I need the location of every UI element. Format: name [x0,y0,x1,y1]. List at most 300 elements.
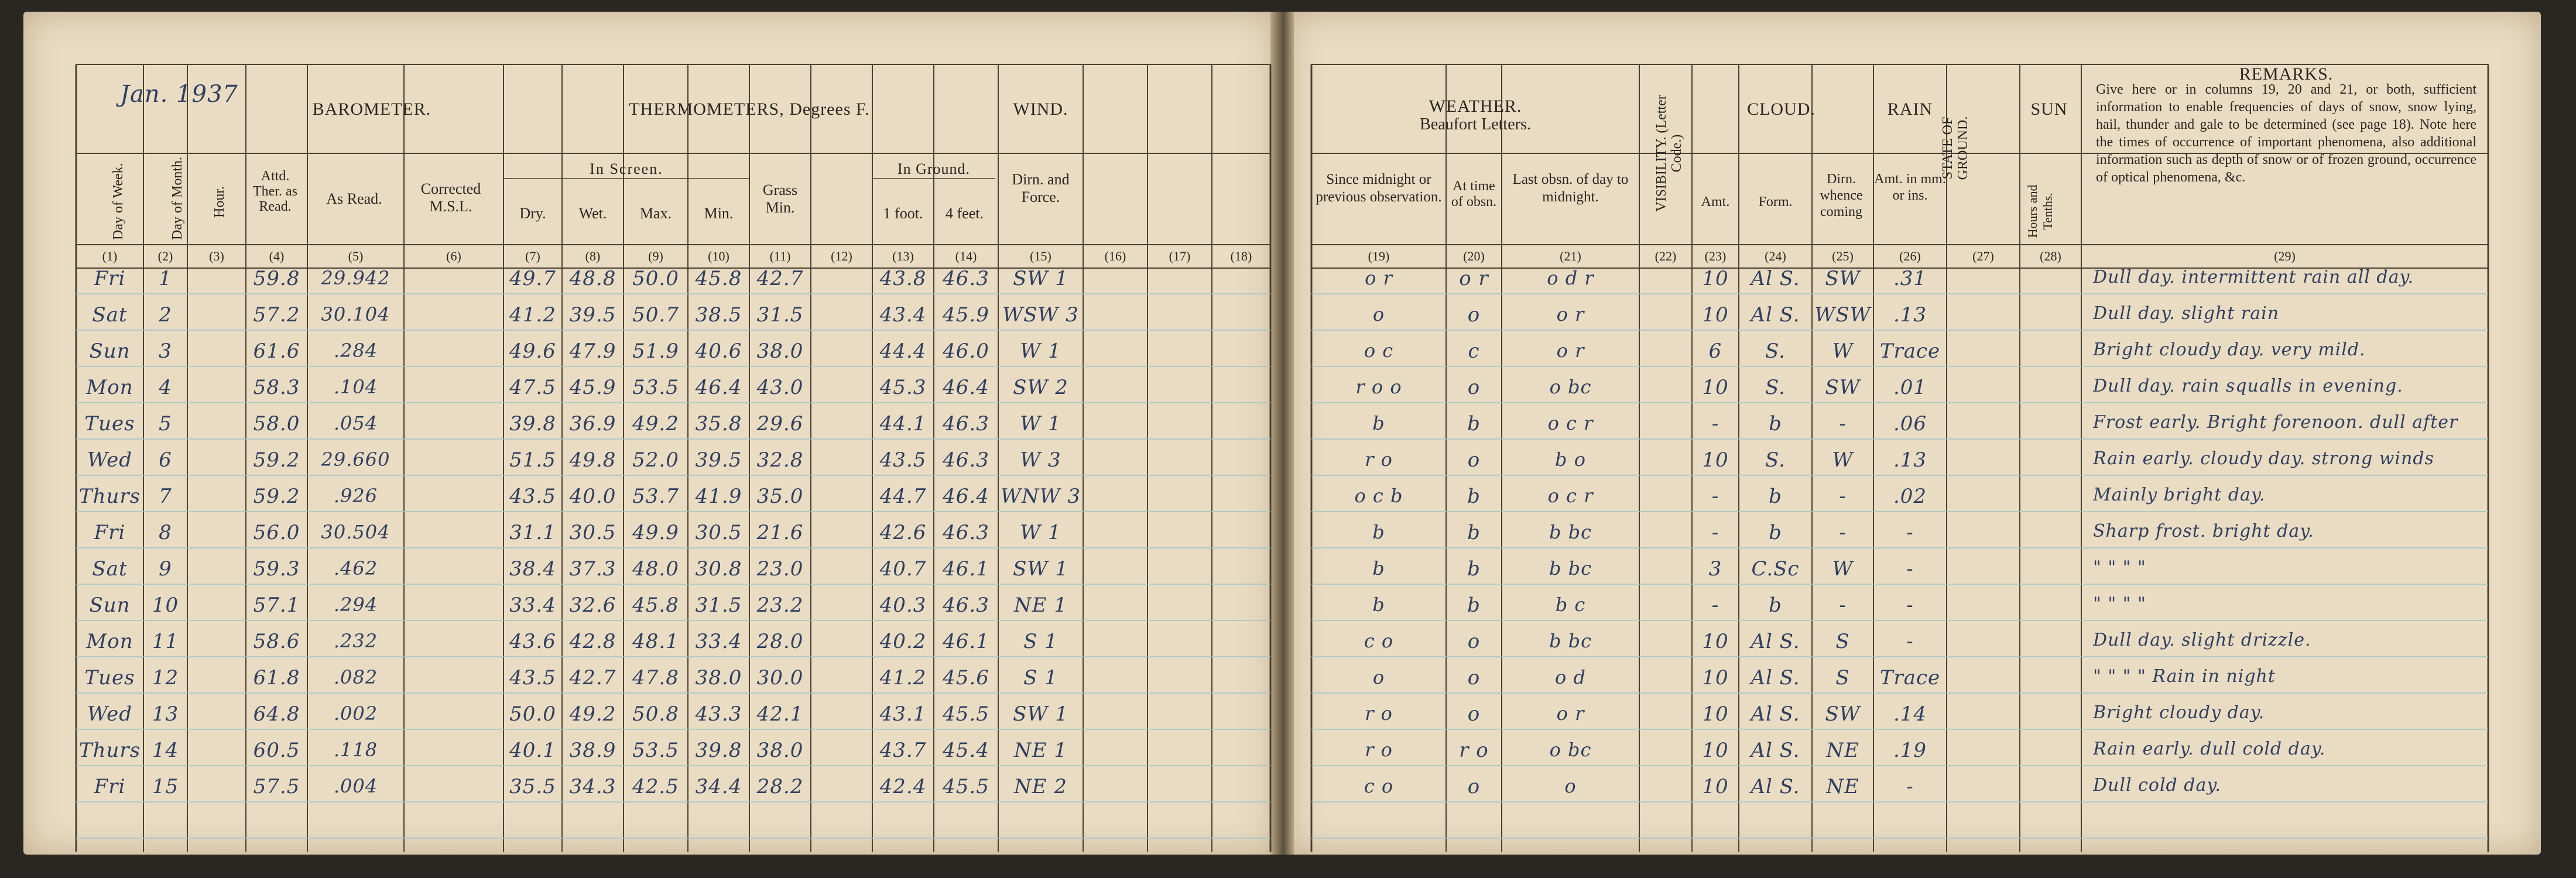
dry-temp-cell: 31.1 [509,521,556,544]
cloud-form-cell: Al S. [1751,267,1800,290]
day-of-month-cell: 3 [159,339,172,363]
ground-1ft-cell: 43.4 [879,303,927,327]
attd-ther-cell: 57.5 [253,775,300,798]
weather-last-cell: b bc [1549,521,1592,543]
cloud-amt-cell: - [1711,521,1719,544]
cloud-dirn-cell: W [1832,339,1854,363]
dry-temp-cell: 43.6 [509,630,556,653]
wind-cell: W 1 [1020,412,1061,435]
weather-at-cell: o [1467,666,1481,690]
min-temp-cell: 38.5 [695,303,742,327]
grass-min-cell: 43.0 [756,376,804,399]
grass-min-cell: 31.5 [756,303,804,327]
rain-amt-cell: - [1906,557,1914,581]
barometer-reading-cell: .082 [333,666,378,688]
column-number: (9) [648,249,663,263]
ground-1ft-cell: 41.2 [879,666,927,690]
day-of-week-cell: Mon [86,376,133,399]
attd-ther-cell: 61.8 [253,666,300,690]
cloud-dirn-cell: SW [1825,376,1861,399]
remarks-instructions: Give here or in columns 19, 20 and 21, or both, sufficient information to enable frequencies of days of snow, snow lying, hail, thunder and gale to be determined (see page 18). Note here the times of occurrence of important phenomena, also additional information such as depth of snow or of frozen ground, occurrence of optical phenomena, &c. [2096,82,2476,185]
day-of-month-cell: 1 [159,267,172,290]
min-temp-cell: 43.3 [695,702,742,726]
weather-at-cell: c [1468,339,1480,363]
column-number: (10) [708,249,729,263]
cloud-amt-cell: 10 [1702,303,1729,327]
thermometers-header: THERMOMETERS, Degrees F. [629,100,870,119]
column-number: (13) [892,249,914,263]
day-of-week-cell: Tues [84,666,135,690]
max-temp-cell: 53.5 [632,739,679,762]
max-temp-cell: 47.8 [632,666,679,690]
column-number: (7) [525,249,540,263]
ground-1ft-cell: 40.7 [879,557,927,581]
day-of-week-cell: Sat [92,557,128,581]
column-number: (16) [1104,249,1126,263]
attd-ther-cell: 58.6 [253,630,300,653]
ground-4ft-cell: 46.4 [943,485,989,508]
weather-at-cell: o [1467,630,1481,653]
ground-4ft-cell: 46.1 [943,630,989,653]
cloud-amt-cell: 10 [1702,775,1729,798]
cloud-form-cell: Al S. [1751,303,1800,327]
cloud-dirn-cell: - [1839,521,1847,544]
max-temp-cell: 51.9 [632,339,679,363]
day-of-month-cell: 4 [159,376,172,399]
barometer-reading-cell: 29.660 [321,448,390,471]
max-temp-cell: 48.0 [632,557,679,581]
wind-cell: W 1 [1020,521,1061,544]
day-of-month-cell: 10 [152,594,179,617]
weather-last-cell: o r [1556,702,1585,725]
max-temp-cell: 49.9 [632,521,679,544]
cloud-form-cell: S. [1765,376,1786,399]
weather-since-cell: r o [1365,739,1393,761]
rain-amt-cell: - [1906,775,1914,798]
weather-at-cell: o [1467,376,1481,399]
cloud-dirn-cell: SW [1825,267,1861,290]
grass-min-cell: 32.8 [756,448,804,472]
grass-min-cell: 29.6 [756,412,804,435]
remark-cell: Dull day. intermittent rain all day. [2093,267,2414,287]
weather-since-cell: r o [1365,448,1393,471]
column-number: (17) [1169,249,1191,263]
wet-temp-cell: 39.5 [569,303,616,327]
ground-1ft-cell: 40.3 [879,594,927,617]
weather-last-cell: b c [1555,594,1586,616]
wind-cell: S 1 [1023,666,1058,690]
column-number: (15) [1030,249,1051,263]
wind-cell: NE 1 [1013,739,1067,762]
wet-temp-cell: 47.9 [569,339,616,363]
rain-amt-cell: .13 [1893,448,1927,472]
column-number: (19) [1368,249,1390,263]
weather-last-cell: b bc [1549,557,1592,579]
weather-since-cell: b [1372,557,1385,579]
attd-ther-cell: 58.3 [253,376,300,399]
max-temp-cell: 48.1 [632,630,679,653]
column-number: (12) [831,249,852,263]
wet-temp-cell: 42.7 [569,666,616,690]
max-temp-cell: 50.0 [632,267,679,290]
remark-cell: Rain early. dull cold day. [2093,739,2326,759]
remark-cell: " " " " Rain in night [2093,666,2276,687]
column-number: (24) [1765,249,1786,263]
min-temp-cell: 39.5 [695,448,742,472]
col-day-of-month: Day of Month. [170,157,185,240]
barometer-reading-cell: 30.104 [321,303,390,325]
col-dry: Dry. [519,205,546,222]
wind-cell: NE 2 [1013,775,1067,798]
col-at-time: At time of obsn. [1451,179,1497,210]
remark-cell: Dull day. slight rain [2093,303,2280,324]
dry-temp-cell: 51.5 [509,448,556,472]
remark-cell: " " " " [2093,557,2146,578]
wind-cell: W 3 [1020,448,1061,472]
weather-last-cell: o r [1556,339,1585,362]
wet-temp-cell: 45.9 [569,376,616,399]
day-of-week-cell: Fri [94,775,126,798]
cloud-form-cell: S. [1765,448,1786,472]
col-1-foot: 1 foot. [883,205,923,222]
rain-amt-cell: .02 [1893,485,1927,508]
dry-temp-cell: 47.5 [509,376,556,399]
cloud-form-cell: b [1769,412,1782,435]
remark-cell: Mainly bright day. [2093,485,2266,505]
min-temp-cell: 41.9 [695,485,742,508]
col-hour: Hour. [212,186,227,218]
col-rain-amt: Amt. in mm. or ins. [1874,172,1946,203]
max-temp-cell: 50.8 [632,702,679,726]
dry-temp-cell: 49.7 [509,267,556,290]
col-dirn-force: Dirn. and Force. [1012,171,1070,205]
weather-at-cell: b [1467,557,1481,581]
wind-cell: SW 1 [1013,702,1068,726]
attd-ther-cell: 58.0 [253,412,300,435]
cloud-dirn-cell: - [1839,485,1847,508]
ground-4ft-cell: 46.3 [943,594,989,617]
dry-temp-cell: 41.2 [509,303,556,327]
column-number: (2) [157,249,173,263]
barometer-reading-cell: 30.504 [321,521,390,543]
weather-last-cell: o bc [1549,739,1592,761]
cloud-dirn-cell: NE [1826,775,1859,798]
weather-last-cell: o d [1555,666,1586,688]
col-max: Max. [639,205,672,222]
wet-temp-cell: 40.0 [569,485,616,508]
ground-4ft-cell: 46.3 [943,521,989,544]
col-cloud-dirn: Dirn. whence coming [1820,172,1863,220]
weather-at-cell: b [1467,485,1481,508]
column-number: (8) [585,249,601,263]
barometer-reading-cell: .104 [333,376,378,398]
wet-temp-cell: 48.8 [569,267,616,290]
barometer-reading-cell: .284 [333,339,378,362]
cloud-form-cell: Al S. [1751,666,1800,690]
remark-cell: Dull day. slight drizzle. [2093,630,2311,650]
in-screen-header: In Screen. [590,160,663,177]
day-of-week-cell: Tues [84,412,135,435]
max-temp-cell: 42.5 [632,775,679,798]
weather-since-cell: r o o [1355,376,1402,398]
ground-1ft-cell: 43.8 [879,267,927,290]
col-since-midnight: Since midnight or previous observation. [1316,172,1442,205]
barometer-reading-cell: .232 [333,630,378,652]
attd-ther-cell: 57.1 [253,594,300,617]
cloud-dirn-cell: W [1832,448,1854,472]
weather-last-cell: o r [1556,303,1585,325]
weather-at-cell: b [1467,412,1481,435]
weather-at-cell: o r [1459,267,1489,290]
cloud-amt-cell: 10 [1702,630,1729,653]
wind-cell: SW 1 [1013,557,1068,581]
cloud-amt-cell: 10 [1702,666,1729,690]
weather-last-cell: b bc [1549,630,1592,652]
state-of-ground-header: STATE OF GROUND. [1940,116,1971,180]
max-temp-cell: 53.5 [632,376,679,399]
cloud-dirn-cell: WSW [1814,303,1871,327]
day-of-month-cell: 9 [159,557,172,581]
day-of-week-cell: Mon [86,630,133,653]
column-number: (29) [2274,249,2296,263]
day-of-week-cell: Sun [89,339,131,363]
weather-since-cell: b [1372,521,1385,543]
weather-at-cell: o [1467,702,1481,726]
day-of-month-cell: 15 [152,775,179,798]
grass-min-cell: 21.6 [756,521,804,544]
ground-4ft-cell: 46.1 [943,557,989,581]
column-number: (5) [348,249,364,263]
min-temp-cell: 39.8 [695,739,742,762]
cloud-dirn-cell: NE [1826,739,1859,762]
rain-amt-cell: - [1906,630,1914,653]
dry-temp-cell: 43.5 [509,485,556,508]
column-number: (21) [1560,249,1581,263]
min-temp-cell: 40.6 [695,339,742,363]
cloud-amt-cell: 10 [1702,376,1729,399]
ground-4ft-cell: 46.0 [943,339,989,363]
grass-min-cell: 38.0 [756,339,804,363]
weather-at-cell: b [1467,594,1481,617]
dry-temp-cell: 39.8 [509,412,556,435]
attd-ther-cell: 59.2 [253,448,300,472]
weather-since-cell: o r [1365,267,1393,289]
attd-ther-cell: 57.2 [253,303,300,327]
cloud-form-cell: S. [1765,339,1786,363]
wind-cell: SW 1 [1013,267,1068,290]
barometer-reading-cell: .926 [333,485,378,507]
col-attd-ther: Attd. Ther. as Read. [253,169,297,214]
cloud-form-cell: b [1769,485,1782,508]
weather-at-cell: o [1467,303,1481,327]
day-of-week-cell: Sat [92,303,128,327]
column-number: (4) [269,249,285,263]
grass-min-cell: 28.0 [756,630,804,653]
cloud-amt-cell: 6 [1708,339,1722,363]
col-min: Min. [704,205,734,222]
weather-since-cell: o c b [1354,485,1403,507]
day-of-month-cell: 11 [152,630,179,653]
min-temp-cell: 30.5 [695,521,742,544]
column-number: (28) [2040,249,2061,263]
max-temp-cell: 52.0 [632,448,679,472]
column-number: (1) [102,249,118,263]
attd-ther-cell: 56.0 [253,521,300,544]
ground-1ft-cell: 42.4 [879,775,927,798]
cloud-amt-cell: - [1711,594,1719,617]
weather-last-cell: o c r [1547,412,1594,434]
max-temp-cell: 53.7 [632,485,679,508]
wind-cell: SW 2 [1013,376,1068,399]
cloud-form-cell: b [1769,521,1782,544]
day-of-month-cell: 7 [159,485,172,508]
weather-last-cell: o bc [1549,376,1592,398]
column-number: (20) [1463,249,1485,263]
min-temp-cell: 33.4 [695,630,742,653]
ground-4ft-cell: 46.3 [943,267,989,290]
weather-at-cell: b [1467,521,1481,544]
ground-4ft-cell: 45.9 [943,303,989,327]
barometer-reading-cell: .054 [333,412,378,434]
barometer-reading-cell: 29.942 [321,267,390,289]
day-of-month-cell: 13 [152,702,179,726]
ground-4ft-cell: 45.5 [943,702,989,726]
cloud-dirn-cell: SW [1825,702,1861,726]
ground-1ft-cell: 40.2 [879,630,927,653]
rain-amt-cell: .13 [1893,303,1927,327]
weather-at-cell: o [1467,448,1481,472]
weather-since-cell: o [1372,303,1385,325]
dry-temp-cell: 38.4 [509,557,556,581]
column-number: (3) [209,249,224,263]
month-year-label: Jan. 1937 [120,81,238,108]
barometer-reading-cell: .462 [333,557,378,579]
wind-cell: NE 1 [1013,594,1067,617]
wet-temp-cell: 30.5 [569,521,616,544]
day-of-month-cell: 2 [159,303,172,327]
dry-temp-cell: 50.0 [509,702,556,726]
col-grass-min: Grass Min. [762,181,798,216]
column-number: (23) [1704,249,1727,263]
min-temp-cell: 45.8 [695,267,742,290]
cloud-amt-cell: 10 [1702,448,1729,472]
visibility-header: VISIBILITY. (Letter Code.) [1654,95,1684,212]
attd-ther-cell: 61.6 [253,339,300,363]
rain-amt-cell: Trace [1879,339,1941,363]
remark-cell: Rain early. cloudy day. strong winds [2093,448,2434,469]
wind-cell: W 1 [1020,339,1061,363]
weather-since-cell: b [1372,412,1385,434]
cloud-amt-cell: 3 [1708,557,1722,581]
day-of-month-cell: 5 [159,412,172,435]
weather-header: WEATHER. [1429,97,1522,116]
cloud-header: CLOUD. [1747,100,1815,119]
ground-1ft-cell: 42.6 [879,521,927,544]
barometer-reading-cell: .294 [333,594,378,616]
cloud-amt-cell: - [1711,485,1719,508]
dry-temp-cell: 40.1 [509,739,556,762]
cloud-form-cell: b [1769,594,1782,617]
ground-4ft-cell: 45.6 [943,666,989,690]
min-temp-cell: 31.5 [695,594,742,617]
wet-temp-cell: 32.6 [569,594,616,617]
min-temp-cell: 34.4 [695,775,742,798]
col-4-feet: 4 feet. [946,205,984,222]
col-wet: Wet. [578,205,607,222]
min-temp-cell: 38.0 [695,666,742,690]
weather-at-cell: o [1467,775,1481,798]
wet-temp-cell: 42.8 [569,630,616,653]
cloud-form-cell: Al S. [1751,702,1800,726]
wet-temp-cell: 37.3 [569,557,616,581]
day-of-week-cell: Sun [89,594,131,617]
ground-1ft-cell: 43.5 [879,448,927,472]
max-temp-cell: 45.8 [632,594,679,617]
day-of-week-cell: Fri [94,521,126,544]
column-number: (18) [1230,249,1252,263]
ground-4ft-cell: 45.4 [943,739,989,762]
rain-header: RAIN [1887,100,1933,119]
column-number: (27) [1972,249,1994,263]
weather-since-cell: c o [1364,775,1394,797]
col-corrected-msl: Corrected M.S.L. [420,180,481,215]
sun-header: SUN [2030,100,2068,119]
weather-since-cell: b [1372,594,1385,616]
day-of-month-cell: 14 [152,739,179,762]
attd-ther-cell: 59.8 [253,267,300,290]
remark-cell: Dull day. rain squalls in evening. [2093,376,2403,396]
rain-amt-cell: .19 [1893,739,1927,762]
cloud-dirn-cell: - [1839,412,1847,435]
day-of-week-cell: Fri [94,267,126,290]
day-of-week-cell: Wed [87,448,133,472]
cloud-amt-cell: 10 [1702,702,1729,726]
in-ground-header: In Ground. [897,160,971,177]
wet-temp-cell: 36.9 [569,412,616,435]
cloud-form-cell: Al S. [1751,775,1800,798]
column-number: (26) [1899,249,1921,263]
wet-temp-cell: 34.3 [569,775,616,798]
col-cloud-amt: Amt. [1701,194,1730,210]
day-of-month-cell: 8 [159,521,172,544]
ground-1ft-cell: 44.4 [879,339,927,363]
weather-since-cell: r o [1365,702,1393,725]
remarks-header: REMARKS. [2239,64,2334,84]
cloud-amt-cell: - [1711,412,1719,435]
weather-last-cell: b o [1555,448,1586,471]
wind-cell: WSW 3 [1002,303,1079,327]
min-temp-cell: 35.8 [695,412,742,435]
wet-temp-cell: 49.8 [569,448,616,472]
remark-cell: Sharp frost. bright day. [2093,521,2314,541]
wet-temp-cell: 49.2 [569,702,616,726]
attd-ther-cell: 59.2 [253,485,300,508]
col-sun-hours: Hours and Tenths. [2025,184,2055,238]
wind-header: WIND. [1013,100,1068,119]
cloud-form-cell: Al S. [1751,739,1800,762]
cloud-dirn-cell: - [1839,594,1847,617]
dry-temp-cell: 33.4 [509,594,556,617]
rain-amt-cell: .01 [1893,376,1927,399]
barometer-header: BAROMETER. [312,100,431,119]
remark-cell: Dull cold day. [2093,775,2221,795]
col-cloud-form: Form. [1758,194,1793,210]
attd-ther-cell: 59.3 [253,557,300,581]
col-day-of-week: Day of Week. [111,163,126,240]
column-number: (22) [1654,249,1677,263]
weather-since-cell: c o [1364,630,1394,652]
day-of-week-cell: Wed [87,702,133,726]
